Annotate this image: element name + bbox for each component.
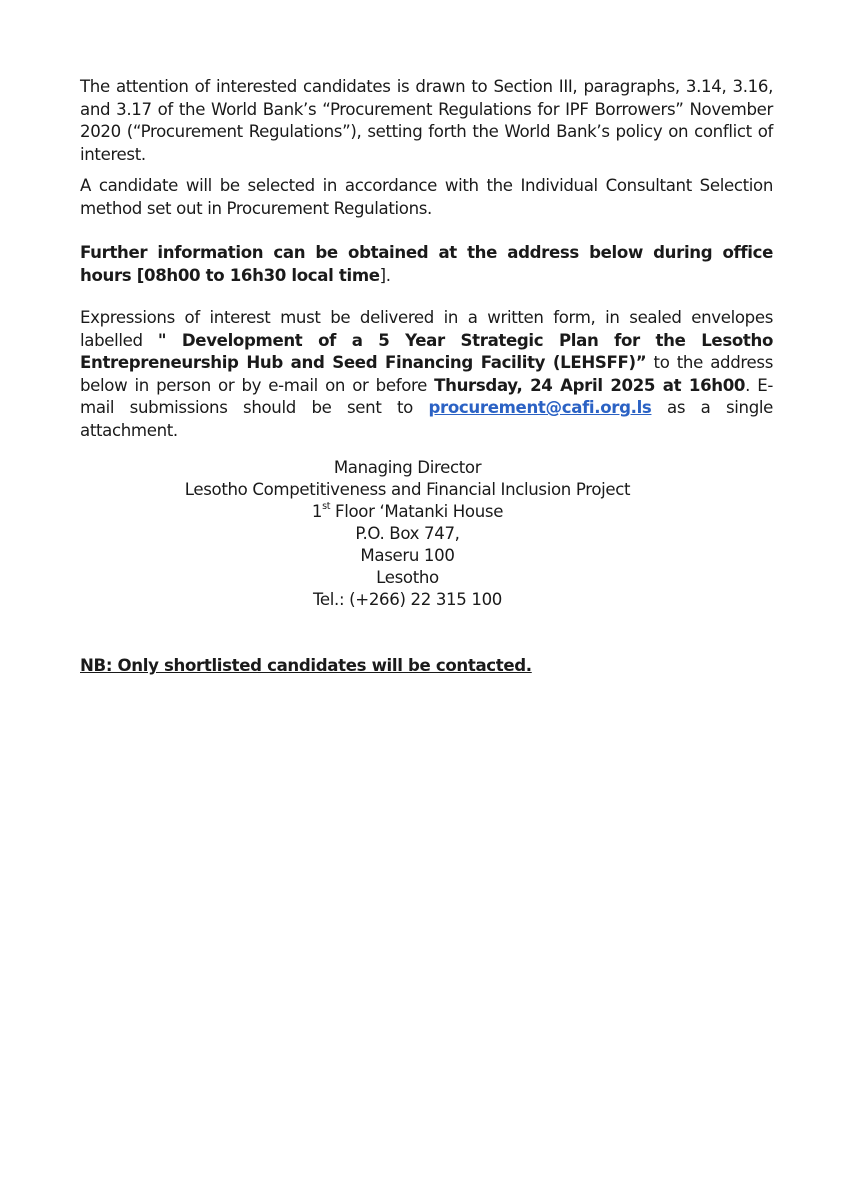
eoi-intro: Expressions of interest must be delivered in a written form, in sealed envelopes labelled (80, 308, 773, 350)
address-telephone: Tel.: (+266) 22 315 100 (312, 590, 503, 609)
eoi-mid2: . E-mail submissions should be sent to (80, 375, 774, 417)
address-organization: Lesotho Competitiveness and Financial Inclusion Project (184, 480, 631, 499)
paragraph-further-information (80, 242, 773, 287)
eoi-end: as a single attachment. (80, 398, 774, 440)
further-information-bold: Further information can be obtained at the address below during office hours [08h00 to 16h30 local time (80, 243, 773, 285)
eoi-assignment-title: " Development of a 5 Year Strategic Plan for the Lesotho Entrepreneurship Hub and Seed Financing Facility (LEHSFF)” (80, 330, 774, 372)
paragraph-conflict-of-interest: The attention of interested candidates is drawn to Section III, paragraphs, 3.14, 3.16, and 3.17 of the World Bank’s “Procurement Regulations for IPF Borrowers” November 2020 (“Procurement Regulations”), setting forth the World Bank’s policy on conflict of interest. (80, 77, 773, 164)
document-page (80, 76, 773, 678)
address-po-box: P.O. Box 747, (355, 524, 460, 543)
further-information-tail: ]. (379, 265, 391, 285)
address-city: Maseru 100 (360, 546, 455, 565)
paragraph-selection-method: A candidate will be selected in accordance with the Individual Consultant Selection method set out in Procurement Regulations. (80, 176, 773, 218)
nb-shortlisted-note: NB: Only shortlisted candidates will be contacted. (80, 656, 532, 675)
address-floor: 1st Floor ‘Matanki House (311, 501, 504, 521)
paragraph-expressions-of-interest (80, 307, 773, 442)
address-country: Lesotho (376, 568, 439, 587)
address-title: Managing Director (333, 458, 482, 477)
email-link[interactable]: procurement@cafi.org.ls (428, 398, 652, 417)
eoi-deadline: Thursday, 24 April 2025 at 16h00 (434, 375, 746, 395)
contact-address-block (80, 457, 773, 611)
eoi-mid: to the address below in person or by e-mail on or before (80, 353, 773, 395)
